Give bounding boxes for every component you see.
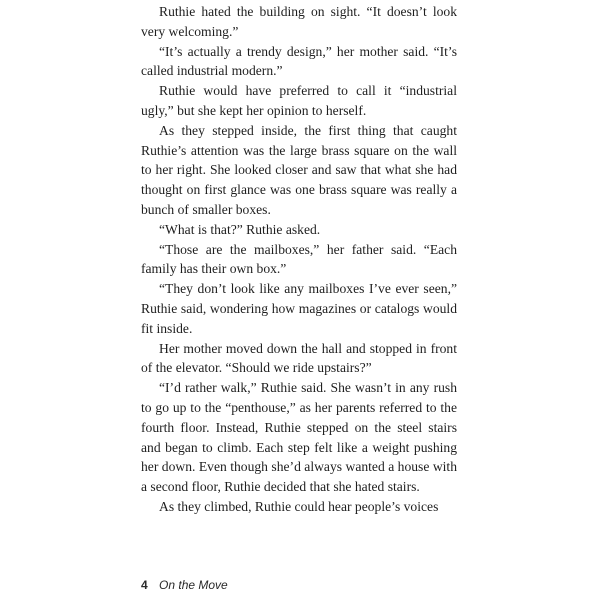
page-number: 4 — [141, 578, 148, 592]
running-title: On the Move — [159, 578, 228, 592]
paragraph: “What is that?” Ruthie asked. — [159, 221, 321, 237]
paragraph: Ruthie would have preferred to call it “industrial ugly,” but she kept her opinion to herself. — [141, 83, 457, 118]
paragraph: As they stepped inside, the first thing that caught Ruthie’s attention was the large brass square on the wall to her right. She looked closer and saw that what she had thought on first glance was one brass square was really a bunch of smaller boxes. — [141, 122, 457, 217]
paragraph: Her mother moved down the hall and stopped in front of the elevator. “Should we ride upstairs?” — [141, 340, 457, 376]
paragraph: As they climbed, Ruthie could hear people’s voices — [159, 498, 439, 514]
paragraph: “They don’t look like any mailboxes I’ve ever seen,” Ruthie said, wondering how magazines or catalogs would fit inside. — [141, 281, 457, 336]
body-text — [141, 2, 457, 517]
page-footer — [141, 578, 228, 592]
paragraph: “It’s actually a trendy design,” her mother said. “It’s called industrial modern.” — [141, 43, 457, 79]
paragraph: Ruthie hated the building on sight. “It doesn’t look very welcoming.” — [141, 4, 457, 39]
paragraph: “I’d rather walk,” Ruthie said. She wasn’t in any rush to go up to the “penthouse,” as her parents referred to the fourth floor. Instead, Ruthie stepped on the steel stairs and began to climb. Each step felt like a weight pushing her down. Even though she’d always wanted a house with a second floor, Ruthie decided that she hated stairs. — [141, 380, 457, 495]
paragraph: “Those are the mailboxes,” her father said. “Each family has their own box.” — [141, 241, 457, 277]
